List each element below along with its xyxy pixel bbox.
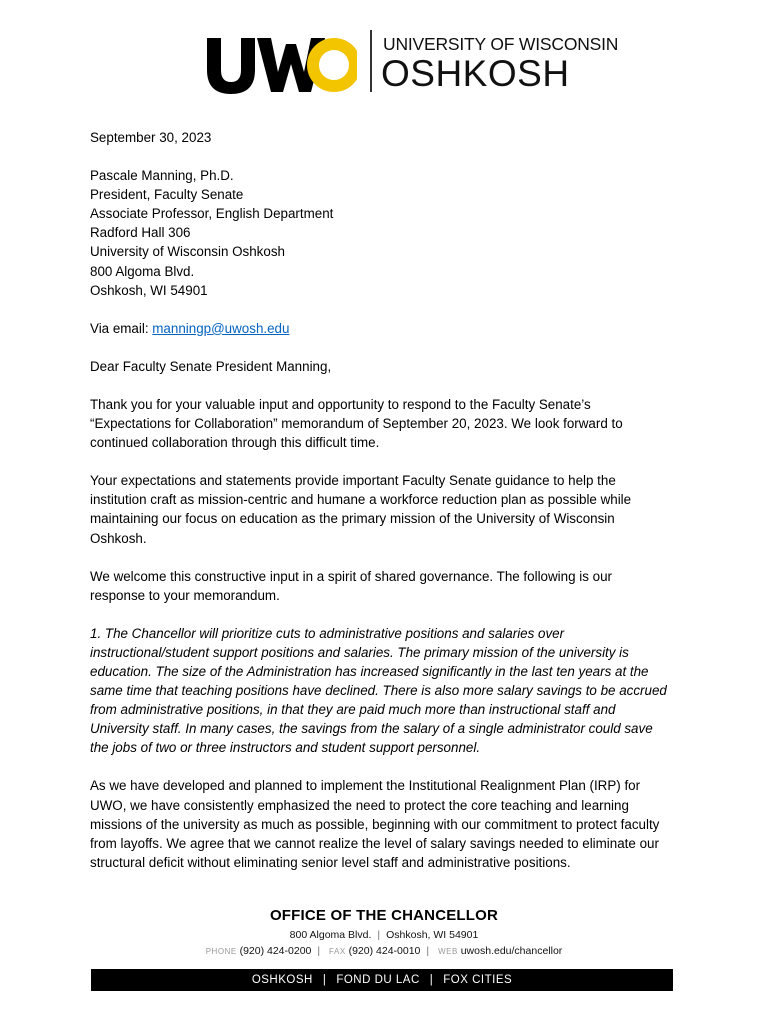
recipient-line: President, Faculty Senate: [90, 187, 244, 203]
recipient-line: Radford Hall 306: [90, 225, 191, 241]
recipient-line: Oshkosh, WI 54901: [90, 282, 208, 298]
web-address: uwosh.edu/chancellor: [460, 945, 563, 957]
letter-body: [90, 128, 670, 872]
fax-number: (920) 424-0010: [348, 945, 421, 957]
office-address: 800 Algoma Blvd. | Oshkosh, WI 54901: [289, 929, 479, 941]
fax-label: FAX: [329, 947, 346, 956]
recipient-line: Pascale Manning, Ph.D.: [90, 168, 234, 184]
letter-date: September 30, 2023: [90, 130, 212, 145]
web-label: WEB: [438, 947, 458, 956]
email-link[interactable]: manningp@uwosh.edu: [152, 320, 290, 336]
uwo-logo-icon: [207, 32, 357, 94]
paragraph: As we have developed and planned to implement the Institutional Realignment Plan (IRP) for UWO, we have consistently emphasized the need to protect the core teaching and learning missions of the university as much as possible, beginning with our commitment to protect faculty from layoffs. We agree that we cannot realize the level of salary savings needed to eliminate our structural deficit without eliminating senior level staff and administrative positions.: [90, 778, 660, 870]
phone-number: (920) 424-0200: [239, 945, 312, 957]
via-label: Via email:: [90, 320, 153, 336]
university-name-line1: UNIVERSITY OF WISCONSIN: [383, 34, 619, 54]
recipient-line: Associate Professor, English Department: [90, 206, 334, 222]
university-name-line2: OSHKOSH: [381, 53, 570, 94]
paragraph: We welcome this constructive input in a spirit of shared governance. The following is our response to your memorandum.: [90, 568, 612, 603]
recipient-block: [90, 166, 670, 300]
recipient-line: University of Wisconsin Oshkosh: [90, 244, 285, 260]
street-address: 800 Algoma Blvd.: [289, 929, 372, 941]
campus-name: OSHKOSH: [251, 974, 313, 986]
city-address: Oshkosh, WI 54901: [386, 929, 479, 941]
phone-label: PHONE: [205, 947, 237, 956]
quoted-expectation: 1. The Chancellor will prioritize cuts to administrative positions and salaries over instructional/student support positions and salaries. The primary mission of the university is education. The size of the Administration has increased significantly in the last ten years at the same time that teaching positions have declined. There is also more salary savings to be accrued from administrative positions, in that they are paid much more than instructional staff and University staff. In many cases, the savings from the salary of a single administrator could save the jobs of two or three instructors and student support personnel.: [90, 625, 667, 756]
paragraph: Your expectations and statements provide important Faculty Senate guidance to help the institution craft as mission-centric and humane a workforce reduction plan as possible while maintaining our focus on education as the primary mission of the University of Wisconsin Oshkosh.: [90, 473, 632, 546]
campus-name: FOX CITIES: [443, 974, 513, 986]
campus-bar: OSHKOSH | FOND DU LAC | FOX CITIES: [91, 969, 673, 991]
campus-name: FOND DU LAC: [336, 974, 420, 986]
university-logo: [207, 30, 619, 96]
uwo-wordmark: [207, 32, 357, 94]
office-contact: PHONE (920) 424-0200 | FAX (920) 424-0010 | WEB uwosh.edu/chancellor: [205, 945, 563, 957]
recipient-line: 800 Algoma Blvd.: [90, 263, 195, 279]
office-title: OFFICE OF THE CHANCELLOR: [269, 907, 499, 924]
via-email-line: [90, 319, 670, 338]
paragraph: Thank you for your valuable input and opportunity to respond to the Faculty Senate’s “Expectations for Collaboration” memorandum of September 20, 2023. We look forward to continued collaboration through this difficult time.: [90, 396, 623, 451]
salutation: Dear Faculty Senate President Manning,: [90, 358, 332, 374]
logo-divider: [370, 30, 372, 92]
